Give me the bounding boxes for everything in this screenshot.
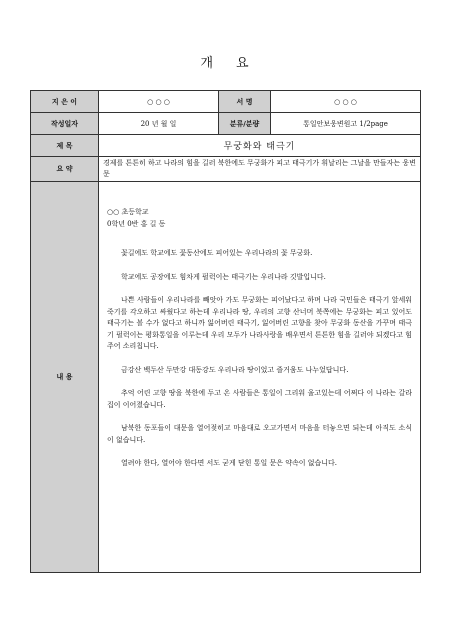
paragraph: 열려야 한다, 열어야 한다면 서도 굳게 닫힌 통일 문은 약속이 없습니다. [121,459,338,467]
paragraph: 추억 어린 고향 땅을 북한에 두고 온 사람들은 통일이 그리워 울고있는데 어쩌다 이 나라는 갈라집이 이어졌습니다. [107,389,412,409]
paragraph: 나쁜 사람들이 우리나라를 빼앗아 가도 무궁화는 피어났다고 하며 나라 국민들은 태극기 앞세워 죽기를 각오하고 싸웠다고 하는데 우리나라 땅, 우리의 고향 산너머 북쪽에는 무궁화는 피고 있어도 태극기는 볼 수가 없다고 하니까 잃어버린 태극기, 잃어버린 고향을 찾아 무궁화 동산을 가꾸며 태극기 펄럭이는 평화통일을 이루는데 우리 모두가 나라사랑을 배우면서 튼튼한 힘을 길러야 되겠다고 힘주어 소리칩니다. [107,296,412,350]
paragraph: 남북한 동포들이 대문을 열어젖히고 마음대로 오고가면서 마음을 터놓으면 되는데 아직도 소식이 없습니다. [107,424,412,444]
paragraph: 금강산 백두산 두만강 대동강도 우리나라 땅이었고 즐거움도 나누었답니다. [121,365,349,374]
content-label: 내 용 [31,182,99,573]
paragraph: 학교에도 공장에도 힘차게 펄럭이는 태극기는 우리나라 깃발입니다. [121,272,326,281]
summary-label: 요 약 [31,157,99,182]
content-row [31,182,421,573]
school-name: ○○ 초등학교 [107,208,149,216]
student-name: 0학년 0반 홍 길 동 [107,219,166,228]
date-row [31,113,421,135]
category-value: 통일안보웅변원고 1/2page [271,113,421,135]
content-body [99,182,421,573]
subject-label: 제 목 [31,135,99,157]
author-row [31,91,421,113]
title-char-1: 개 [200,56,214,71]
date-label: 작성일자 [31,113,99,135]
author-value: ○ ○ ○ [99,91,219,113]
date-value: 20 년 월 일 [99,113,219,135]
title-char-2: 요 [236,56,250,71]
document-title [0,52,450,71]
subject-row [31,135,421,157]
author-label: 지 은 이 [31,91,99,113]
paragraph: 꽃길에도 학교에도 꽃동산에도 피어있는 우리나라의 꽃 무궁화. [121,249,313,257]
summary-form-table [30,90,421,573]
summary-value: 경제를 튼튼히 하고 나라의 힘을 길러 북한에도 무궁화가 피고 태극기가 휘날리는 그날을 만들자는 웅변문 [99,157,421,182]
writer-label: 서 명 [219,91,271,113]
subject-value: 무궁화와 태극기 [99,135,421,157]
writer-value: ○ ○ ○ [271,91,421,113]
category-label: 분류/분량 [219,113,271,135]
summary-row [31,157,421,182]
